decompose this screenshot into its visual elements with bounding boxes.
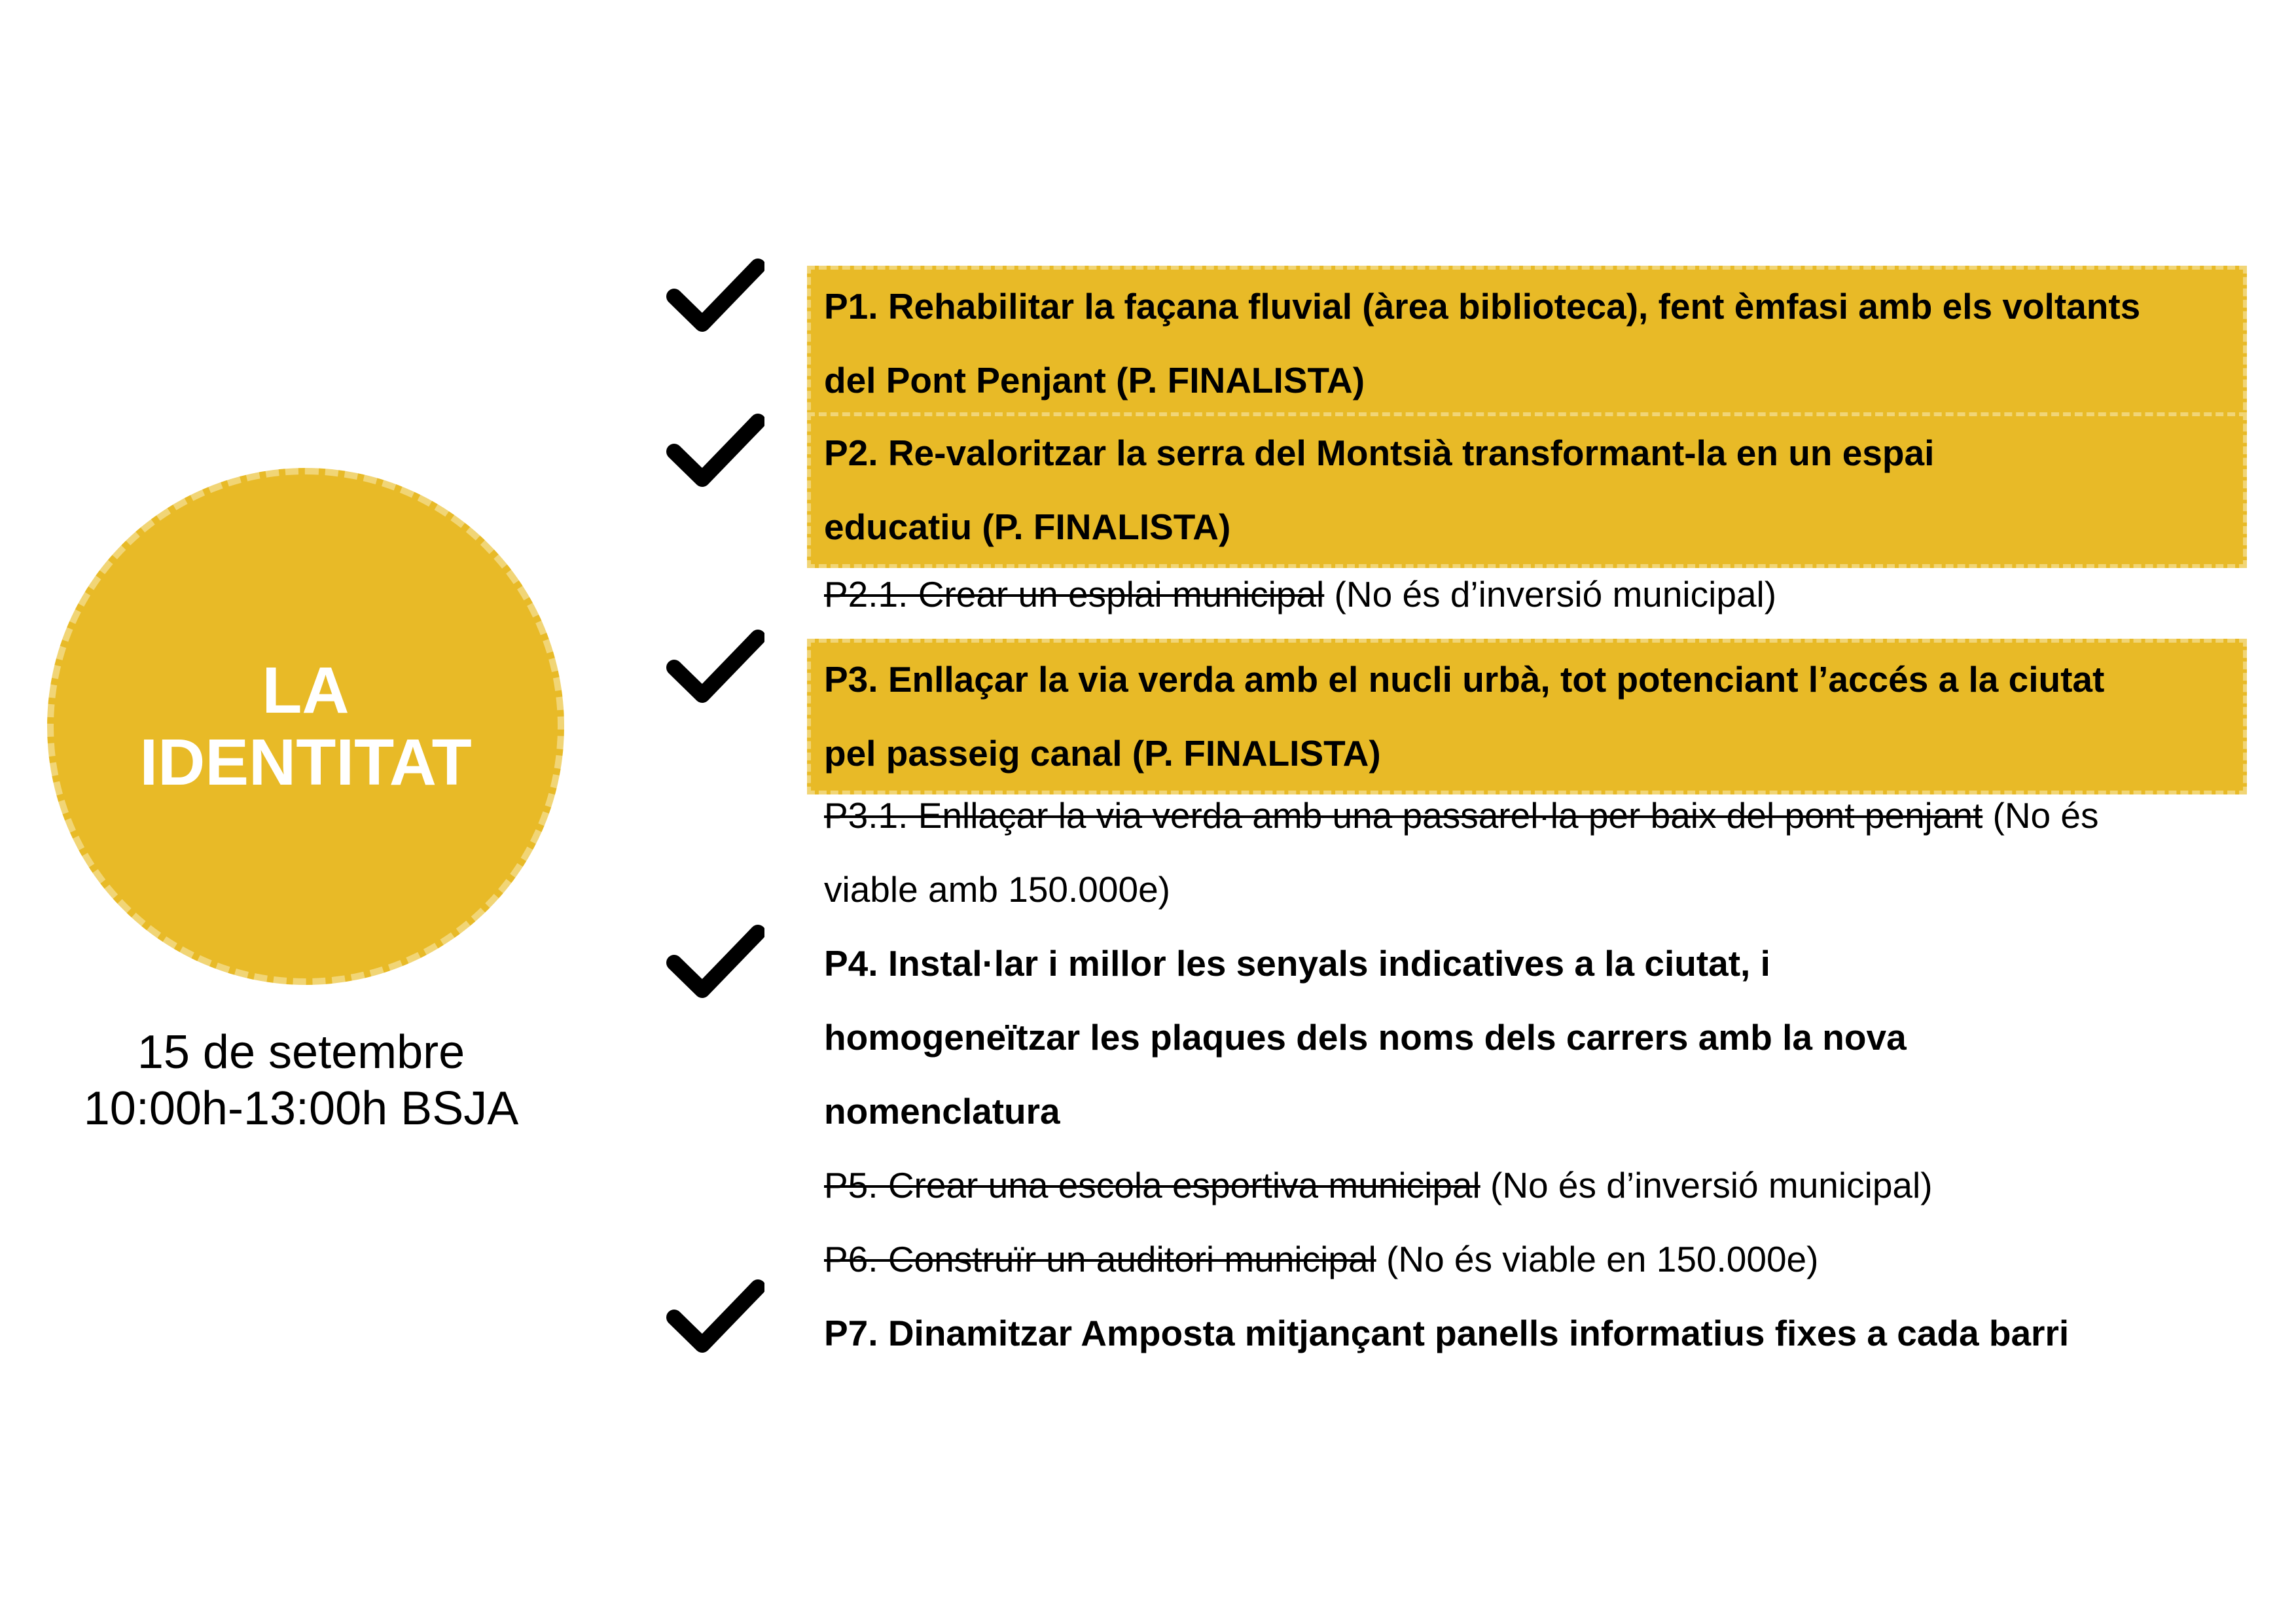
- proposal-p4: [807, 927, 1907, 1149]
- proposal-p4-line1: P4. Instal·lar i millor les senyals indicatives a la ciutat, i: [824, 943, 1770, 984]
- proposal-p6-title: P6. Construïr un auditori municipal: [824, 1239, 1376, 1279]
- badge-title-line2: IDENTITAT: [139, 726, 472, 799]
- proposal-p3-1-title: P3.1. Enllaçar la via verda amb una passarel·la per baix del pont penjant: [824, 795, 1983, 836]
- proposal-p1-line1: P1. Rehabilitar la façana fluvial (àrea biblioteca), fent èmfasi amb els voltants: [824, 286, 2141, 327]
- check-mark-icon: [666, 1279, 764, 1355]
- proposal-p1-line2: del Pont Penjant (P. FINALISTA): [824, 360, 1365, 401]
- proposal-p6-discarded: [807, 1222, 1818, 1296]
- identity-badge: [47, 468, 564, 985]
- badge-title-line1: LA: [262, 654, 350, 727]
- proposal-p1: [807, 266, 2247, 421]
- proposal-p6-note: (No és viable en 150.000e): [1376, 1239, 1819, 1279]
- check-mark-icon: [666, 630, 764, 705]
- check-mark-icon: [666, 925, 764, 1000]
- proposal-p5-discarded: [807, 1149, 1933, 1222]
- session-date: 15 de setembre: [137, 1026, 465, 1079]
- proposal-p3-1-discarded: [807, 779, 2099, 927]
- proposal-p4-line2: homogeneïtzar les plaques dels noms dels carrers amb la nova: [824, 1017, 1907, 1058]
- proposal-p3-line2: pel passeig canal (P. FINALISTA): [824, 733, 1381, 774]
- proposal-p7-line1: P7. Dinamitzar Amposta mitjançant panells informatius fixes a cada barri: [824, 1313, 2070, 1353]
- session-time-place: 10:00h-13:00h BSJA: [83, 1082, 519, 1135]
- proposal-p2-1-discarded: [807, 558, 1776, 632]
- proposal-p3-line1: P3. Enllaçar la via verda amb el nucli urbà, tot potenciant l’accés a la ciutat: [824, 659, 2105, 700]
- proposal-p2-1-title: P2.1. Crear un esplai municipal: [824, 574, 1325, 615]
- session-info: [39, 1024, 563, 1137]
- proposal-p2-line2: educatiu (P. FINALISTA): [824, 507, 1231, 547]
- proposal-p4-line3: nomenclatura: [824, 1091, 1060, 1132]
- proposal-p2-1-note: (No és d’inversió municipal): [1324, 574, 1777, 615]
- proposal-p5-title: P5. Crear una escola esportiva municipal: [824, 1165, 1480, 1205]
- proposal-p3-1-note-line2: viable amb 150.000e): [824, 869, 1170, 910]
- badge-title: [109, 654, 502, 798]
- proposal-p3: [807, 639, 2247, 794]
- proposal-p2-line1: P2. Re-valoritzar la serra del Montsià transformant-la en un espai: [824, 433, 1935, 473]
- proposal-p5-note: (No és d’inversió municipal): [1480, 1165, 1933, 1205]
- check-mark-icon: [666, 259, 764, 334]
- proposal-p2: [807, 412, 2247, 568]
- check-mark-icon: [666, 414, 764, 489]
- proposal-p7: [807, 1296, 2069, 1370]
- proposal-p3-1-note: (No és: [1982, 795, 2099, 836]
